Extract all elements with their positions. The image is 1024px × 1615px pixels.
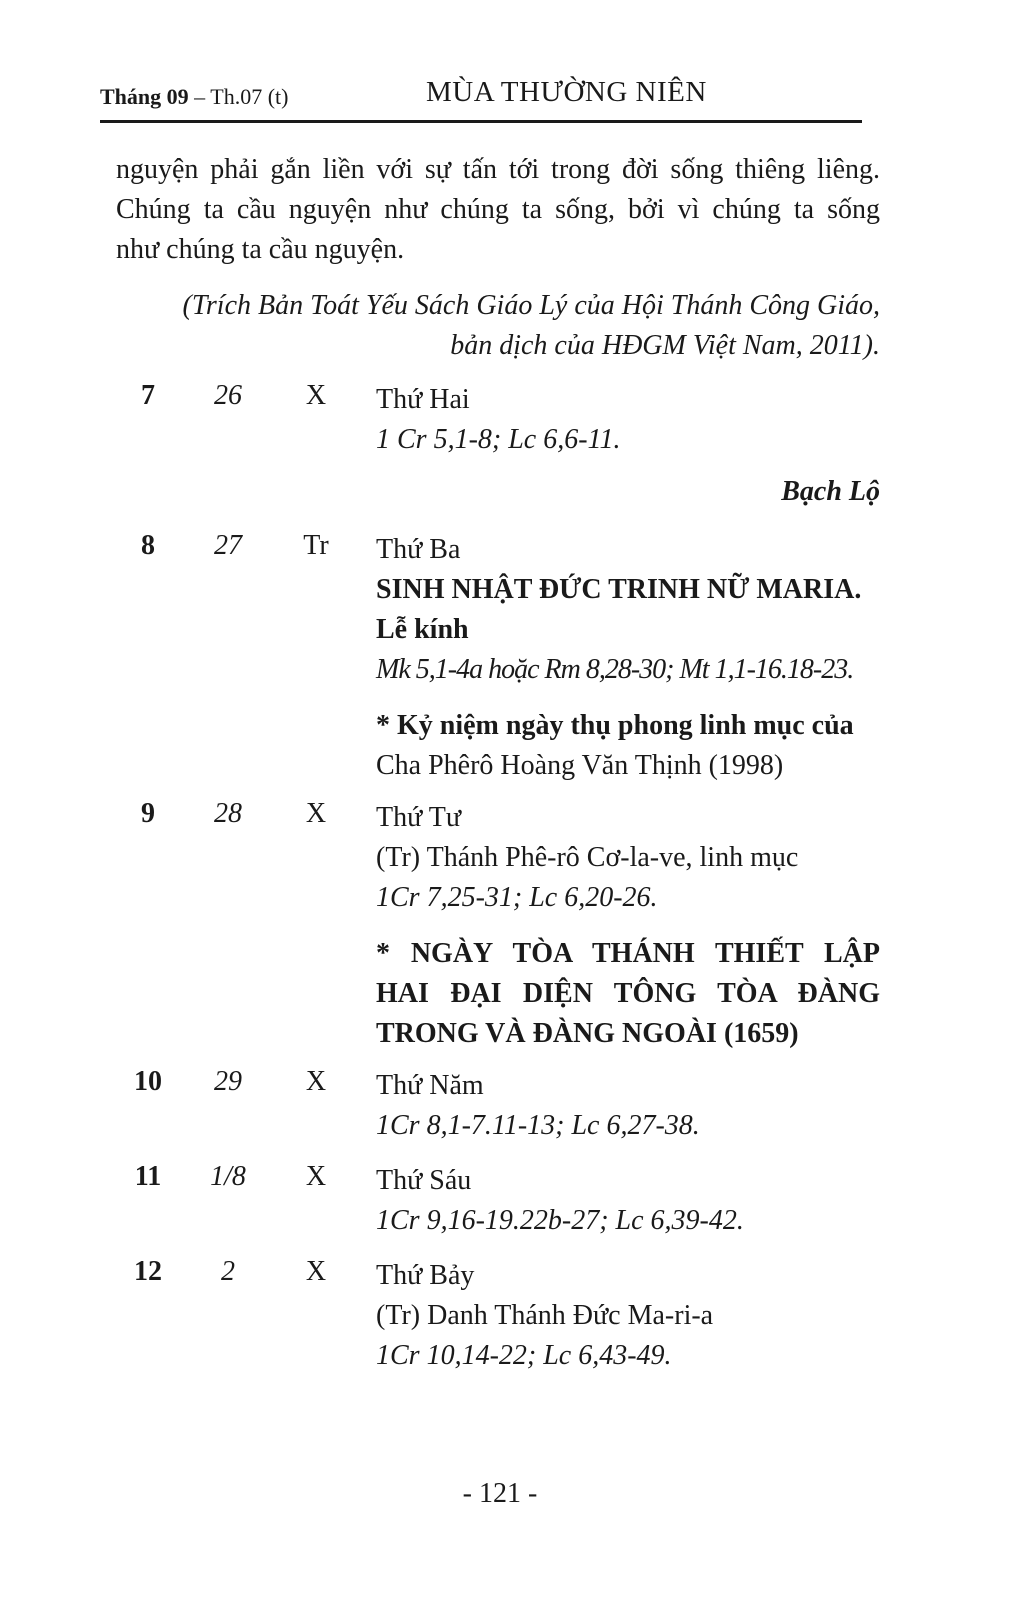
entry-color: Tr [303, 530, 329, 561]
entry-readings: 1Cr 8,1-7.11-13; Lc 6,27-38. [376, 1110, 700, 1141]
citation-line: (Trích Bản Toát Yếu Sách Giáo Lý của Hội Thánh Công Giáo, [182, 290, 880, 321]
entry-note-line: * NGÀY TÒA THÁNH THIẾT LẬP [376, 938, 880, 969]
entry-day: 7 [141, 380, 155, 411]
entry-body [376, 1256, 880, 1376]
entry-weekday: Thứ Năm [376, 1070, 484, 1101]
citation-line: bản dịch của HĐGM Việt Nam, 2011). [450, 330, 880, 361]
entry-body [376, 1161, 880, 1241]
entry-lunar-day: 2 [221, 1256, 235, 1287]
entry-color: X [305, 1161, 327, 1192]
entry-weekday: Thứ Ba [376, 534, 461, 565]
entry-day: 8 [141, 530, 155, 561]
intro-paragraph [116, 150, 880, 270]
entry-readings: 1Cr 10,14-22; Lc 6,43-49. [376, 1340, 672, 1371]
entry-body [376, 1066, 880, 1146]
entry-note-detail: Cha Phêrô Hoàng Văn Thịnh (1998) [376, 750, 784, 781]
entry-note: * Kỷ niệm ngày thụ phong linh mục của [376, 710, 854, 741]
entry-feast-rank: Lễ kính [376, 614, 469, 645]
entry-readings: 1Cr 7,25-31; Lc 6,20-26. [376, 882, 658, 913]
entry-readings: Mk 5,1-4a hoặc Rm 8,28-30; Mt 1,1-16.18-23. [376, 654, 854, 685]
header-month [100, 84, 288, 110]
header-lunar-label: – Th.07 (t) [194, 84, 289, 109]
entry-weekday: Thứ Tư [376, 802, 462, 833]
entry-body [376, 530, 880, 786]
entry-lunar-day: 28 [214, 798, 242, 829]
intro-line: Chúng ta cầu nguyện như chúng ta sống, bởi vì chúng ta sống [116, 194, 880, 225]
header-month-label: Tháng 09 [100, 84, 189, 109]
header-title: MÙA THƯỜNG NIÊN [426, 76, 707, 108]
entry-lunar-day: 29 [214, 1066, 242, 1097]
entry-day: 11 [134, 1161, 162, 1192]
header-rule [100, 120, 862, 123]
entry-weekday: Thứ Sáu [376, 1165, 472, 1196]
entry-color: X [305, 1066, 327, 1097]
entry-day: 12 [134, 1256, 162, 1287]
solar-term: Bạch Lộ [781, 476, 880, 507]
intro-line: như chúng ta cầu nguyện. [116, 234, 405, 265]
page-header [100, 76, 860, 122]
entry-color: X [305, 798, 327, 829]
entry-weekday: Thứ Bảy [376, 1260, 475, 1291]
entry-note-line: HAI ĐẠI DIỆN TÔNG TÒA ĐÀNG [376, 978, 880, 1009]
entry-feast-title: SINH NHẬT ĐỨC TRINH NỮ MARIA. [376, 574, 862, 605]
entry-color: X [305, 1256, 327, 1287]
entry-readings: 1 Cr 5,1-8; Lc 6,6-11. [376, 424, 621, 455]
entry-day: 10 [134, 1066, 162, 1097]
entry-color: X [305, 380, 327, 411]
page-number: - 121 - [462, 1478, 538, 1509]
entry-lunar-day: 27 [214, 530, 242, 561]
entry-day: 9 [141, 798, 155, 829]
entry-body [376, 798, 880, 1054]
intro-line: nguyện phải gắn liền với sự tấn tới trong đời sống thiêng liêng. [116, 154, 880, 185]
entry-readings: 1Cr 9,16-19.22b-27; Lc 6,39-42. [376, 1205, 744, 1236]
citation [116, 286, 880, 366]
entry-memorial: (Tr) Danh Thánh Đức Ma-ri-a [376, 1300, 714, 1331]
entry-note-line: TRONG VÀ ĐÀNG NGOÀI (1659) [376, 1018, 799, 1049]
entry-lunar-day: 26 [214, 380, 242, 411]
entry-memorial: (Tr) Thánh Phê-rô Cơ-la-ve, linh mục [376, 842, 799, 873]
entry-lunar-day: 1/8 [210, 1161, 246, 1192]
entry-body [376, 380, 880, 460]
entry-weekday: Thứ Hai [376, 384, 470, 415]
